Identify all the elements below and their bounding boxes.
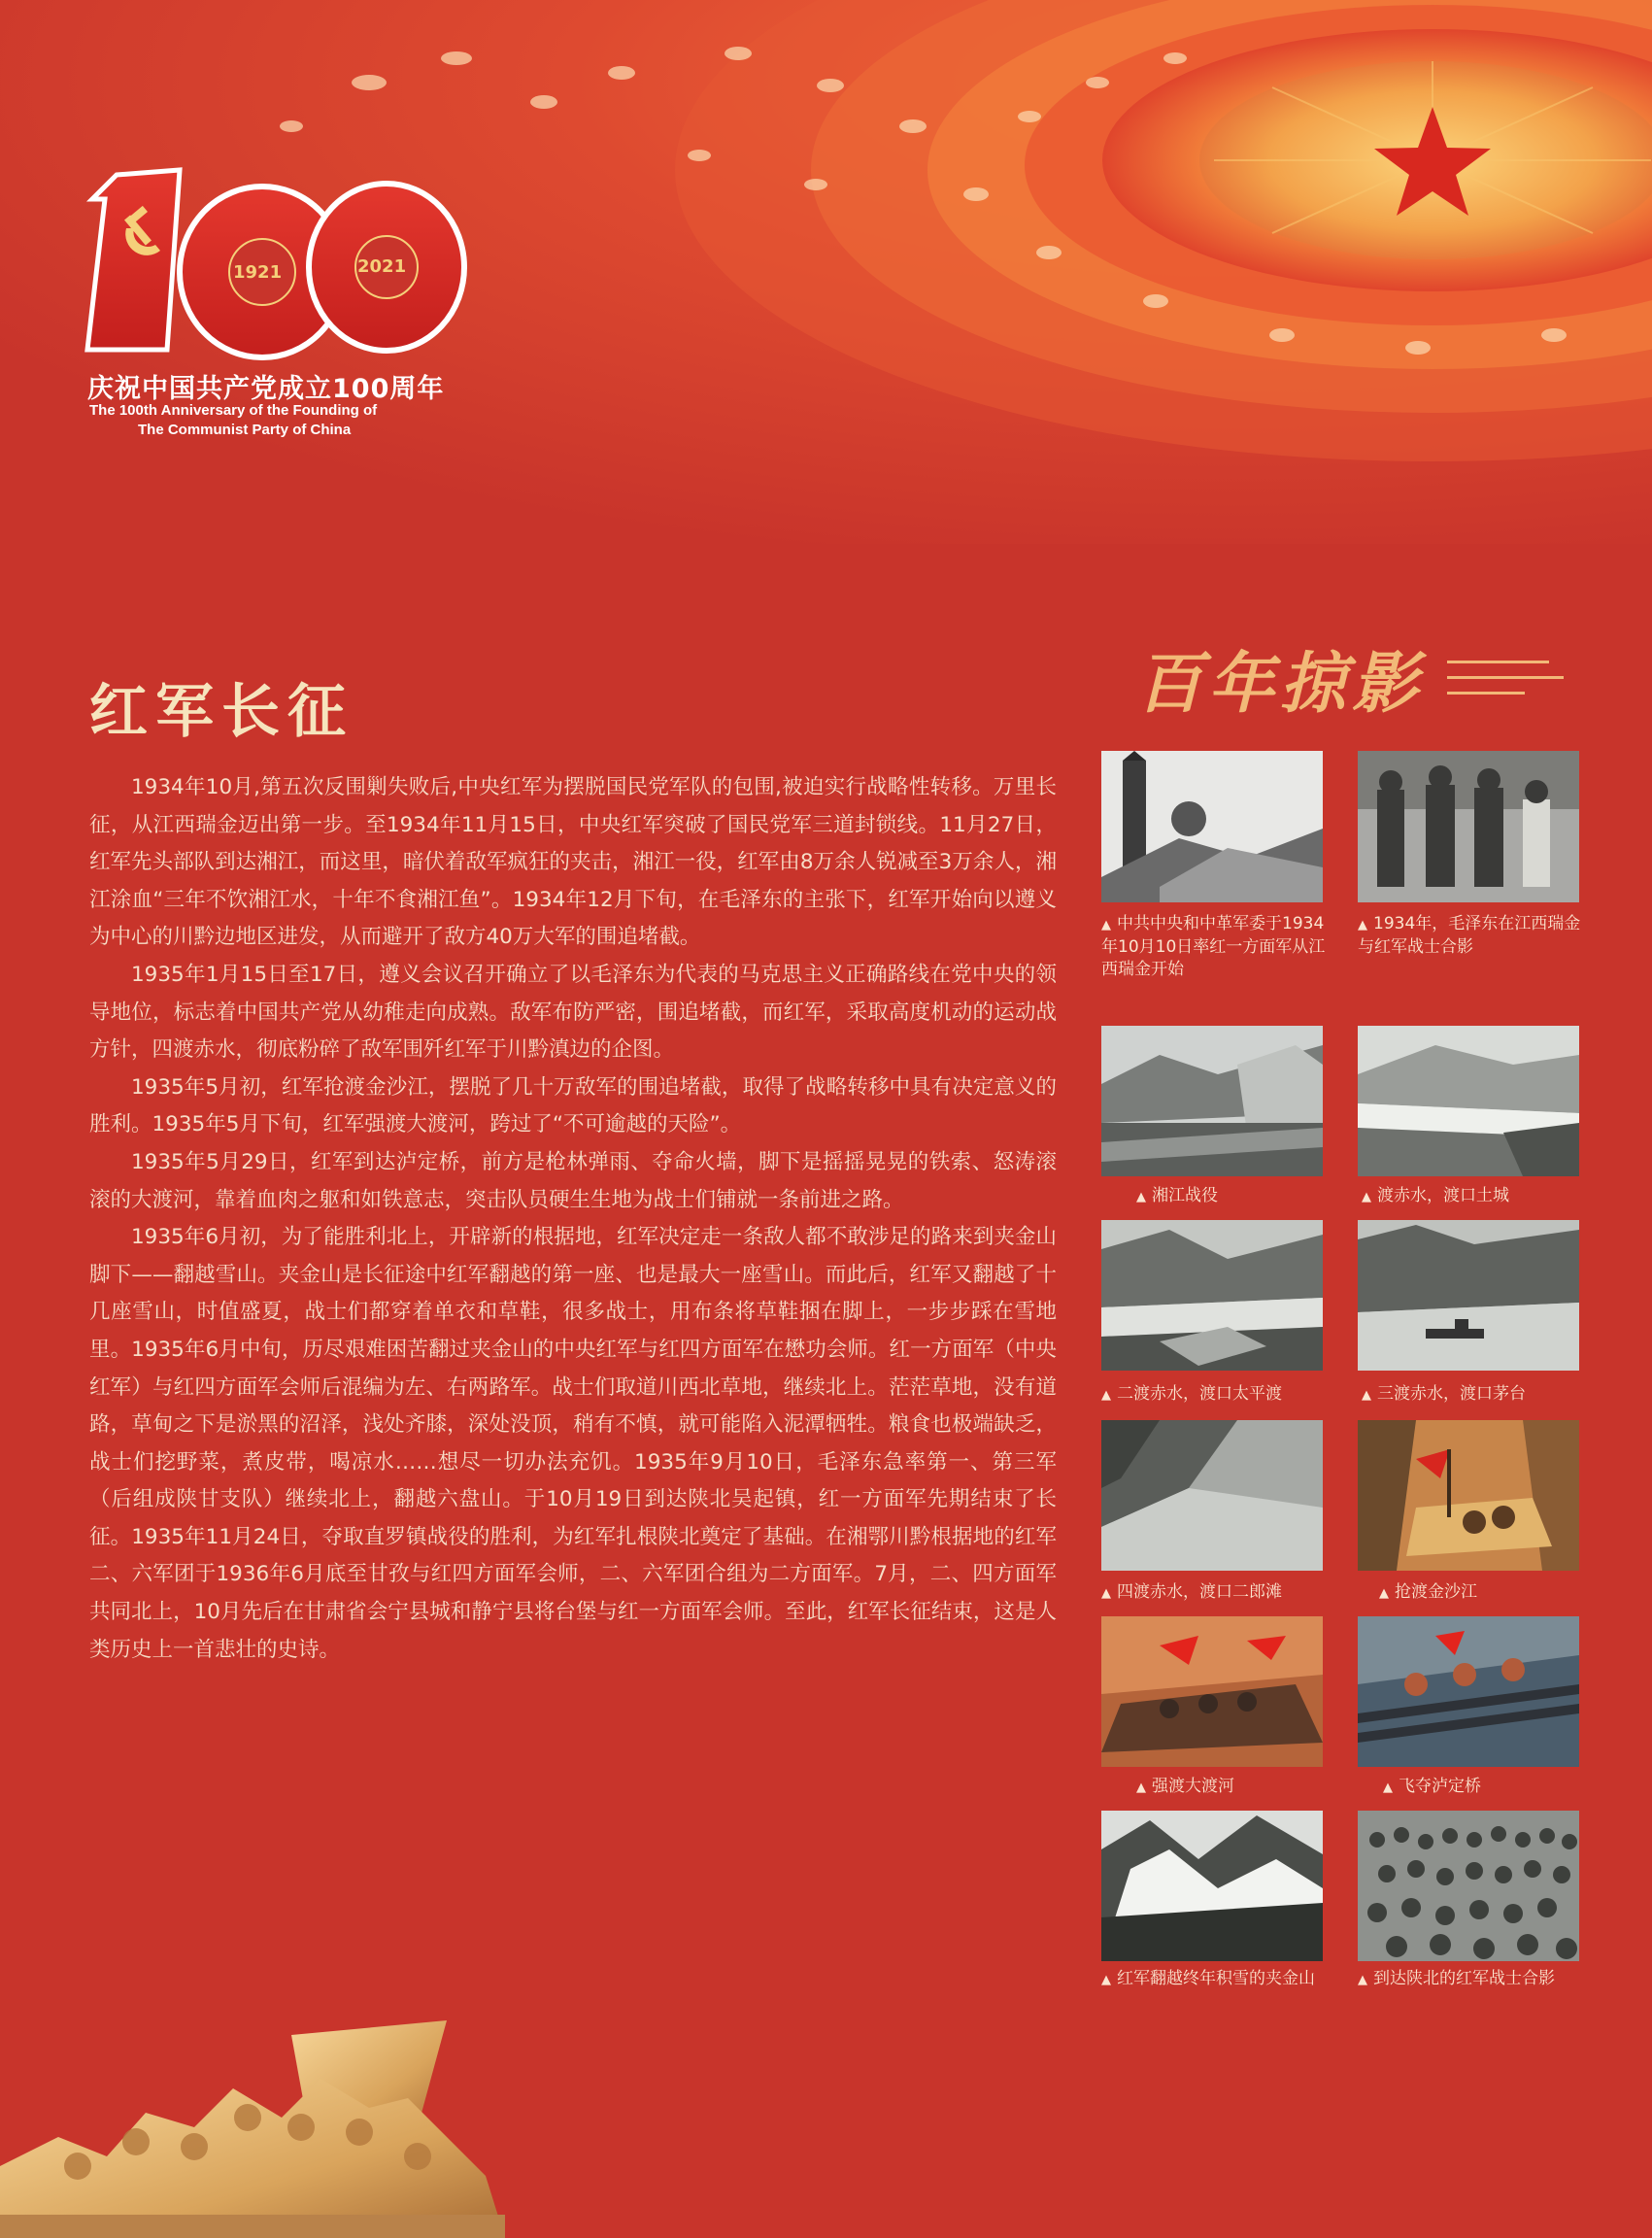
- gallery-caption: [1101, 1968, 1327, 1991]
- caption-text: 二渡赤水，渡口太平渡: [1117, 1384, 1282, 1404]
- gallery-caption: [1101, 1383, 1327, 1407]
- caption-text: 强渡大渡河: [1152, 1777, 1234, 1796]
- gallery-photo: [1101, 1811, 1323, 1961]
- triangle-icon: ▲: [1101, 1388, 1111, 1403]
- triangle-icon: ▲: [1101, 1973, 1111, 1987]
- triangle-icon: ▲: [1358, 918, 1367, 932]
- gallery-photo: [1358, 1811, 1579, 1961]
- triangle-icon: ▲: [1136, 1190, 1146, 1204]
- caption-text: 中共中央和中革军委于1934年10月10日率红一方面军从江西瑞金开始: [1101, 914, 1326, 979]
- logo-100-mark: [78, 155, 486, 364]
- gallery-photo: [1358, 751, 1579, 902]
- gallery-caption: [1362, 1383, 1587, 1407]
- gallery-caption: [1358, 913, 1583, 959]
- triangle-icon: ▲: [1379, 1586, 1389, 1601]
- gallery-photo: [1101, 1220, 1323, 1371]
- gallery-photo: [1358, 1616, 1579, 1767]
- caption-text: 飞夺泸定桥: [1399, 1777, 1481, 1796]
- article-title: 红军长征: [89, 678, 354, 746]
- gallery-caption: [1101, 1581, 1327, 1605]
- monument-sculpture: [0, 2020, 505, 2238]
- gallery-title: 百年掠影: [1136, 646, 1425, 723]
- gallery-caption: [1383, 1776, 1608, 1799]
- gallery-caption: [1136, 1185, 1362, 1208]
- logo-title: 庆祝中国共产党成立100周年: [87, 374, 445, 404]
- gallery-photo: [1358, 1220, 1579, 1371]
- caption-text: 湘江战役: [1152, 1186, 1218, 1205]
- triangle-icon: ▲: [1101, 1586, 1111, 1601]
- gallery-caption: [1136, 1776, 1362, 1799]
- gallery-title-decoration: [1447, 661, 1549, 663]
- triangle-icon: ▲: [1383, 1780, 1393, 1795]
- triangle-icon: ▲: [1358, 1973, 1367, 1987]
- gallery-photo: [1101, 1616, 1323, 1767]
- caption-text: 1934年，毛泽东在江西瑞金与红军战士合影: [1358, 914, 1581, 957]
- caption-text: 三渡赤水，渡口茅台: [1377, 1384, 1526, 1404]
- triangle-icon: ▲: [1101, 918, 1111, 932]
- article-paragraph: 1935年1月15日至17日，遵义会议召开确立了以毛泽东为代表的马克思主义正确路线在党中央的领导地位，标志着中国共产党从幼稚走向成熟。敌军布防严密，围追堵截，而红军，采取高度机动的运动战方针，四渡赤水，彻底粉碎了敌军围歼红军于川黔滇边的企图。: [89, 962, 1057, 1063]
- caption-text: 到达陕北的红军战士合影: [1373, 1969, 1555, 1988]
- article-body: [89, 769, 1057, 1669]
- article-paragraph: 1935年6月初，为了能胜利北上，开辟新的根据地，红军决定走一条敌人都不敢涉足的路来到夹金山脚下——翻越雪山。夹金山是长征途中红军翻越的第一座、也是最大一座雪山。而此后，红军又翻越了十几座雪山，时值盛夏，战士们都穿着单衣和草鞋，很多战士，用布条将草鞋捆在脚上，一步步踩在雪地里。1935年6月中旬，历尽艰难困苦翻过夹金山的中央红军与红四方面军在懋功会师。红一方面军（中央红军）与红四方面军会师后混编为左、右两路军。战士们取道川西北草地，继续北上。茫茫草地，没有道路，草甸之下是淤黑的沼泽，浅处齐膝，深处没顶，稍有不慎，就可能陷入泥潭牺牲。粮食也极端缺乏，战士们挖野菜，煮皮带，喝凉水……想尽一切办法充饥。1935年9月10日，毛泽东急率第一、第三军（后组成陕甘支队）继续北上，翻越六盘山。于10月19日到达陕北吴起镇，红一方面军先期结束了长征。1935年11月24日，夺取直罗镇战役的胜利，为红军扎根陕北奠定了基础。在湘鄂川黔根据地的红军二、六军团于1936年6月底至甘孜与红四方面军会师，二、六军团合组为二方面军。7月，二、四方面军共同北上，10月先后在甘肃省会宁县城和静宁县将台堡与红一方面军会师。至此，红军长征结束，这是人类历史上一首悲壮的史诗。: [89, 1225, 1057, 1662]
- logo-subtitle-line2: The Communist Party of China: [138, 422, 352, 438]
- caption-text: 四渡赤水，渡口二郎滩: [1117, 1582, 1282, 1602]
- gallery-title-decoration: [1447, 676, 1564, 679]
- logo-subtitle-line1: The 100th Anniversary of the Founding of: [89, 402, 378, 419]
- anniversary-logo: [78, 155, 486, 457]
- article-paragraph: 1935年5月29日，红军到达泸定桥，前方是枪林弹雨、夺命火墙，脚下是摇摇晃晃的铁索、怒涛滚滚的大渡河，靠着血肉之躯和如铁意志，突击队员硬生生地为战士们铺就一条前进之路。: [89, 1149, 1057, 1212]
- gallery-photo: [1101, 1420, 1323, 1571]
- logo-year-start: 1921: [233, 262, 283, 283]
- article-paragraph: 1934年10月,第五次反围剿失败后,中央红军为摆脱国民党军队的包围,被迫实行战略性转移。万里长征，从江西瑞金迈出第一步。至1934年11月15日，中央红军突破了国民党军三道封锁线。11月27日，红军先头部队到达湘江，而这里，暗伏着敌军疯狂的夹击，湘江一役，红军由8万余人锐减至3万余人，湘江涂血“三年不饮湘江水，十年不食湘江鱼”。1934年12月下旬，在毛泽东的主张下，红军开始向以遵义为中心的川黔边地区进发，从而避开了敌方40万大军的围追堵截。: [89, 775, 1057, 950]
- gallery-photo: [1101, 1026, 1323, 1176]
- logo-year-end: 2021: [357, 256, 407, 277]
- gallery-photo: [1101, 751, 1323, 902]
- caption-text: 抢渡金沙江: [1395, 1582, 1477, 1602]
- gallery-title-decoration: [1447, 692, 1525, 695]
- caption-text: 红军翻越终年积雪的夹金山: [1117, 1969, 1315, 1988]
- triangle-icon: ▲: [1362, 1388, 1371, 1403]
- caption-text: 渡赤水，渡口土城: [1377, 1186, 1509, 1205]
- gallery-caption: [1379, 1581, 1604, 1605]
- triangle-icon: ▲: [1136, 1780, 1146, 1795]
- article-paragraph: 1935年5月初，红军抢渡金沙江，摆脱了几十万敌军的围追堵截，取得了战略转移中具有决定意义的胜利。1935年5月下旬，红军强渡大渡河，跨过了“不可逾越的天险”。: [89, 1074, 1057, 1137]
- gallery-photo: [1358, 1026, 1579, 1176]
- gallery-caption: [1358, 1968, 1583, 1991]
- triangle-icon: ▲: [1362, 1190, 1371, 1204]
- gallery-caption: [1101, 913, 1327, 981]
- gallery-caption: [1362, 1185, 1587, 1208]
- gallery-photo: [1358, 1420, 1579, 1571]
